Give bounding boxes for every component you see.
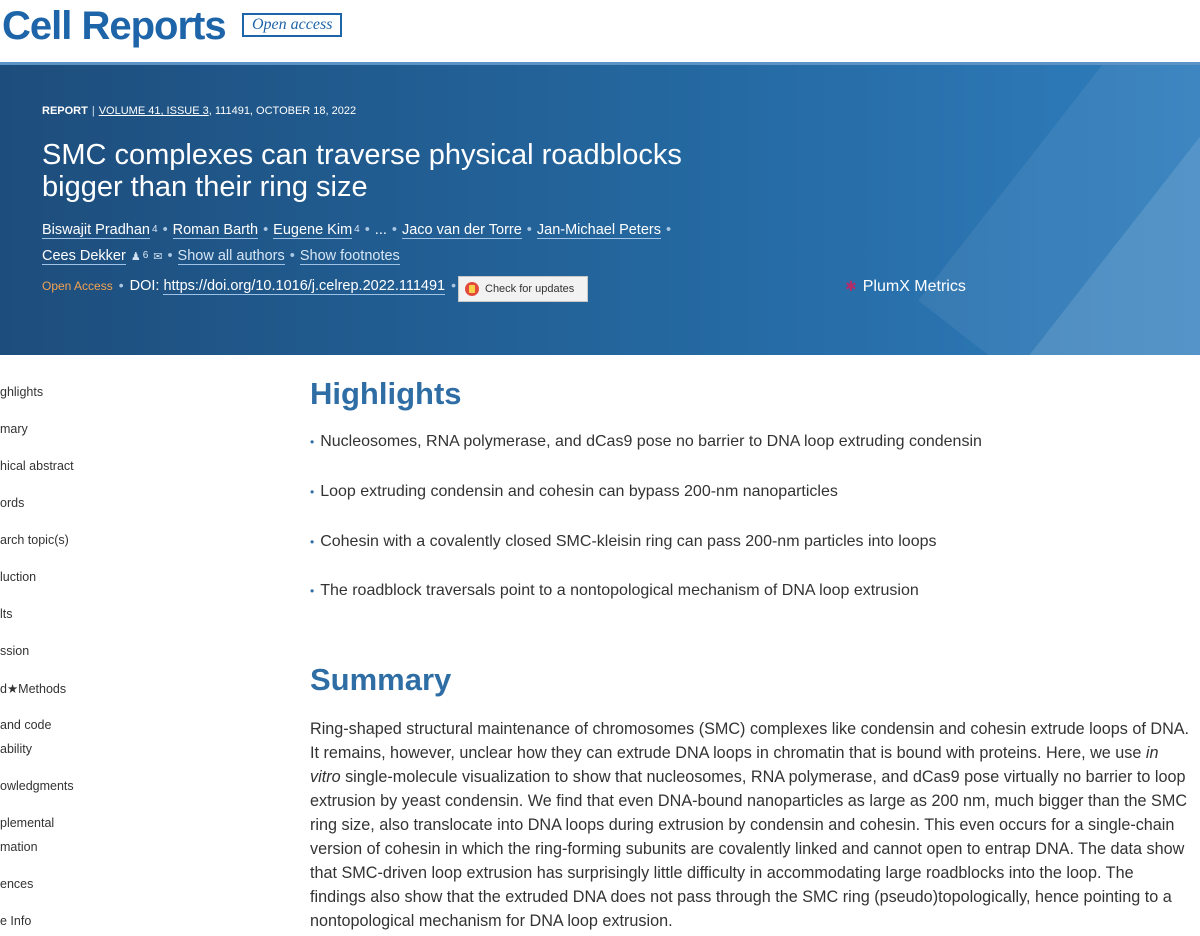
author-link[interactable]: Biswajit Pradhan xyxy=(42,222,150,238)
highlight-text: Nucleosomes, RNA polymerase, and dCas9 pose no barrier to DNA loop extruding condensin xyxy=(320,433,982,450)
outline-item-introduction[interactable]: luction xyxy=(0,570,37,584)
article-number-date: , 111491, OCTOBER 18, 2022 xyxy=(208,105,357,117)
plumx-label: PlumX Metrics xyxy=(862,278,966,295)
doi-link[interactable]: https://doi.org/10.1016/j.celrep.2022.111491 xyxy=(163,278,446,294)
outline-item-keywords[interactable]: ords xyxy=(0,496,25,510)
outline-item-research-topics[interactable]: arch topic(s) xyxy=(0,533,69,547)
plumx-metrics-link[interactable] xyxy=(845,278,966,296)
highlight-item xyxy=(310,483,838,501)
show-all-authors-link[interactable]: Show all authors xyxy=(177,248,285,264)
author-affiliation-sup: 6 xyxy=(142,250,149,261)
article-header-banner xyxy=(0,62,1200,355)
outline-item-data-code-2[interactable]: ability xyxy=(0,742,32,756)
outline-item-data-code[interactable]: and code xyxy=(0,718,52,732)
open-access-label: Open Access xyxy=(42,279,113,293)
author-separator: • xyxy=(167,248,173,264)
summary-text-part: Ring-shaped structural maintenance of chromosomes (SMC) complexes like condensin and cohesin extrude loops of DNA. It remains, however, unclear how they can extrude DNA loops in chromatin that is bound with proteins. Here, we use xyxy=(310,720,1190,762)
outline-item-discussion[interactable]: ssion xyxy=(0,644,30,658)
outline-item-references[interactable]: ences xyxy=(0,877,34,891)
summary-heading: Summary xyxy=(310,662,452,697)
article-title: SMC complexes can traverse physical roadblocks bigger than their ring size xyxy=(42,139,682,203)
author-affiliation-sup: 4 xyxy=(152,224,158,235)
highlight-text: Loop extruding condensin and cohesin can bypass 200-nm nanoparticles xyxy=(320,483,838,500)
meta-separator: | xyxy=(91,105,95,117)
bullet-icon: • xyxy=(310,435,315,449)
author-list xyxy=(42,217,742,270)
volume-issue-link[interactable]: VOLUME 41, ISSUE 3 xyxy=(98,105,209,117)
author-affiliation-sup: 4 xyxy=(354,224,360,235)
doi-line xyxy=(42,277,462,295)
doi-prefix: DOI: xyxy=(129,278,164,294)
author-link[interactable]: Jan-Michael Peters xyxy=(536,222,661,238)
person-icon[interactable]: ♟ xyxy=(130,251,141,263)
highlight-item xyxy=(310,433,982,451)
outline-item-results[interactable]: lts xyxy=(0,607,13,621)
outline-item-graphical-abstract[interactable]: hical abstract xyxy=(0,459,74,473)
plumx-icon: ✱ xyxy=(845,278,857,294)
authors-ellipsis: ... xyxy=(374,222,387,238)
author-link[interactable]: Cees Dekker xyxy=(42,248,126,264)
bullet-icon: • xyxy=(310,584,315,598)
highlight-text: Cohesin with a covalently closed SMC-kleisin ring can pass 200-nm particles into loops xyxy=(320,533,937,550)
check-for-updates-button[interactable] xyxy=(458,276,588,302)
outline-item-supplemental[interactable]: plemental xyxy=(0,816,55,830)
journal-header xyxy=(0,0,1200,64)
author-link[interactable]: Jaco van der Torre xyxy=(401,222,522,238)
author-link[interactable]: Eugene Kim xyxy=(273,222,353,238)
highlight-item xyxy=(310,533,937,551)
outline-item-highlights[interactable]: ghlights xyxy=(0,385,44,399)
article-meta-line xyxy=(42,105,356,117)
outline-item-article-info[interactable]: e Info xyxy=(0,914,32,928)
author-separator: • xyxy=(364,222,370,238)
meta-separator: • xyxy=(451,277,456,293)
summary-italic-term: in vitro xyxy=(310,744,1159,786)
outline-item-star-methods[interactable]: d★Methods xyxy=(0,682,67,696)
journal-logo[interactable]: Cell Reports xyxy=(2,4,226,48)
article-type: REPORT xyxy=(42,105,88,117)
meta-separator: • xyxy=(118,277,124,293)
outline-item-supplemental-2[interactable]: mation xyxy=(0,840,38,854)
bullet-icon: • xyxy=(310,485,315,499)
check-for-updates-label: Check for updates xyxy=(485,283,575,295)
author-link[interactable]: Roman Barth xyxy=(172,222,259,238)
highlight-text: The roadblock traversals point to a nontopological mechanism of DNA loop extrusion xyxy=(320,582,919,599)
crossmark-icon xyxy=(465,282,479,296)
author-separator: • xyxy=(289,248,295,264)
outline-item-acknowledgments[interactable]: owledgments xyxy=(0,779,74,793)
summary-paragraph xyxy=(310,717,1190,933)
author-separator: • xyxy=(665,222,672,238)
author-separator: • xyxy=(263,222,269,238)
open-access-badge: Open access xyxy=(242,13,342,37)
show-footnotes-link[interactable]: Show footnotes xyxy=(299,248,400,264)
summary-text-part: single-molecule visualization to show that nucleosomes, RNA polymerase, and dCas9 pose virtually no barrier to loop extrusion by yeast condensin. We find that even DNA-bound nanoparticles as large as 200 nm, much bigger than the SMC ring size, also translocate into DNA loops during extrusion by condensin and cohesin. This even occurs for a single-chain version of cohesin in which the ring-forming subunits are covalently linked and cannot open to entrap DNA. The data show that SMC-driven loop extrusion has surprisingly little difficulty in accommodating large roadblocks into the loop. The findings also show that the extruded DNA does not pass through the SMC ring (pseudo)topologically, hence pointing to a nontopological mechanism for DNA loop extrusion. xyxy=(310,768,1188,930)
outline-item-summary[interactable]: mary xyxy=(0,422,28,436)
author-separator: • xyxy=(526,222,532,238)
highlights-heading: Highlights xyxy=(310,376,462,411)
highlight-item xyxy=(310,582,919,600)
author-separator: • xyxy=(162,222,168,238)
author-separator: • xyxy=(391,222,397,238)
bullet-icon: • xyxy=(310,535,315,549)
email-icon[interactable]: ✉ xyxy=(153,251,163,263)
